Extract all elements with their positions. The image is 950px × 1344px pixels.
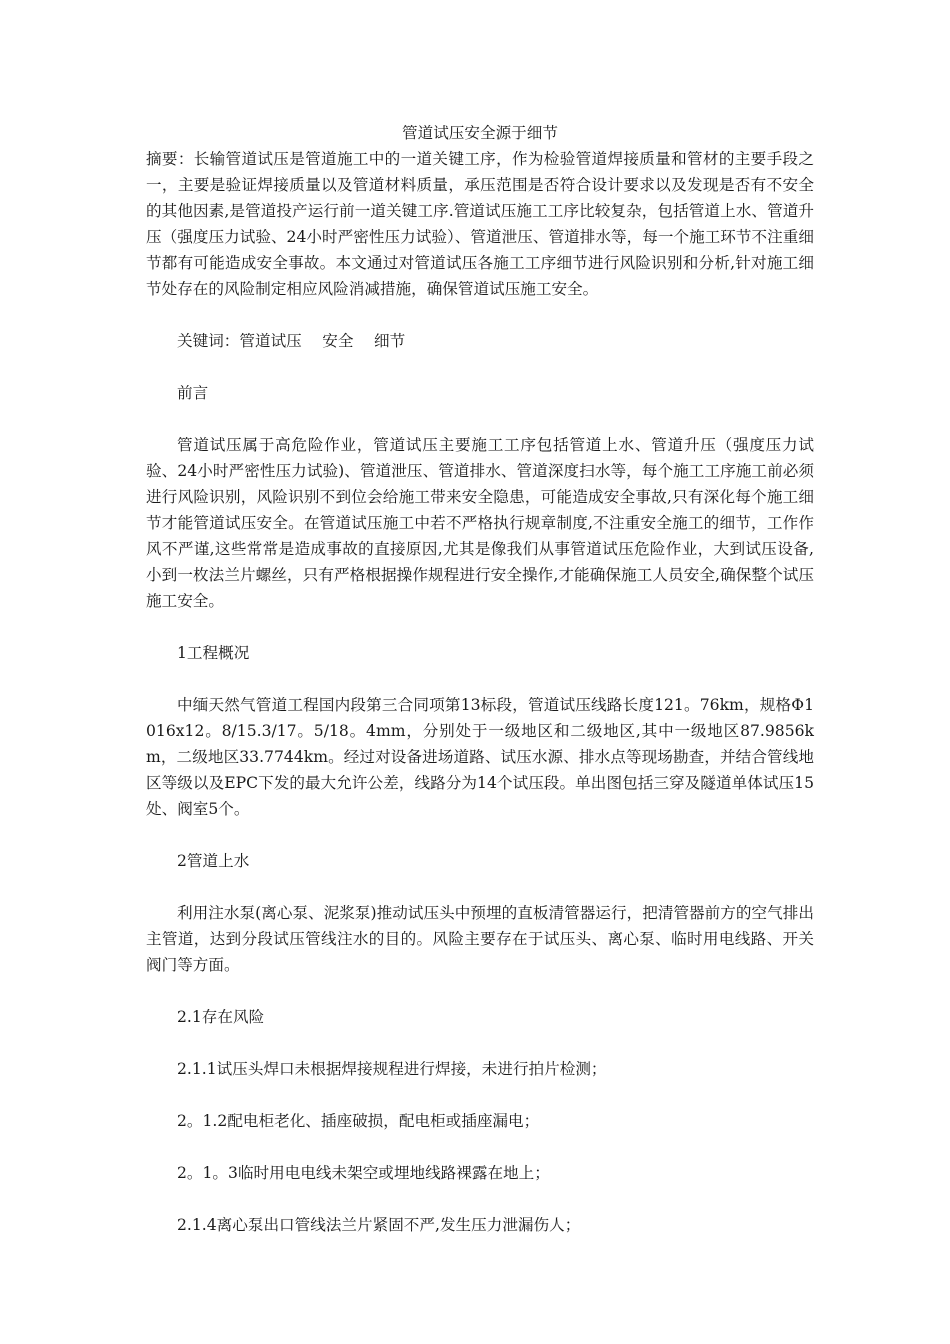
document-body (146, 120, 814, 1238)
abstract-paragraph: 摘要：长输管道试压是管道施工中的一道关键工序，作为检验管道焊接质量和管材的主要手段之一，主要是验证焊接质量以及管道材料质量，承压范围是否符合设计要求以及发现是否有不安全的其他因素,是管道投产运行前一道关键工序.管道试压施工工序比较复杂，包括管道上水、管道升压（强度压力试验、24小时严密性压力试验）、管道泄压、管道排水等，每一个施工环节不注重细节都有可能造成安全事故。本文通过对管道试压各施工工序细节进行风险识别和分析,针对施工细节处存在的风险制定相应风险消减措施，确保管道试压施工安全。 (146, 150, 814, 298)
water-filling-paragraph: 利用注水泵(离心泵、泥浆泵)推动试压头中预埋的直板清管器运行，把清管器前方的空气排出主管道，达到分段试压管线注水的目的。风险主要存在于试压头、离心泵、临时用电线路、开关阀门等方面。 (146, 904, 814, 974)
risk-item: 2。1。3临时用电电线未架空或埋地线路裸露在地上； (177, 1164, 550, 1182)
document-title: 管道试压安全源于细节 (402, 124, 558, 142)
preface-paragraph: 管道试压属于高危险作业，管道试压主要施工工序包括管道上水、管道升压（强度压力试验、24小时严密性压力试验)、管道泄压、管道排水、管道深度扫水等，每个施工工序施工前必须进行风险识别，风险识别不到位会给施工带来安全隐患，可能造成安全事故,只有深化每个施工细节才能管道试压安全。在管道试压施工中若不严格执行规章制度,不注重安全施工的细节，工作作风不严谨,这些常常是造成事故的直接原因,尤其是像我们从事管道试压危险作业，大到试压设备,小到一枚法兰片螺丝，只有严格根据操作规程进行安全操作,才能确保施工人员安全,确保整个试压施工安全。 (146, 436, 814, 610)
section-heading-project-overview: 1工程概况 (177, 644, 250, 662)
keywords-line: 关键词：管道试压 安全 细节 (177, 332, 406, 350)
risk-item: 2.1.1试压头焊口未根据焊接规程进行焊接，未进行拍片检测； (177, 1060, 607, 1078)
section-heading-water-filling: 2管道上水 (177, 852, 250, 870)
project-overview-paragraph: 中缅天然气管道工程国内段第三合同项第13标段，管道试压线路长度121。76km，规格Φ1016x12。8/15.3/17。5/18。4mm，分别处于一级地区和二级地区,其中一级地区87.9856km，二级地区33.7744km。经过对设备进场道路、试压水源、排水点等现场勘查，并结合管线地区等级以及EPC下发的最大允许公差，线路分为14个试压段。单出图包括三穿及隧道单体试压15处、阀室5个。 (146, 696, 814, 818)
risk-item: 2.1.4离心泵出口管线法兰片紧固不严,发生压力泄漏伤人； (177, 1216, 581, 1234)
risk-item: 2。1.2配电柜老化、插座破损，配电柜或插座漏电； (177, 1112, 540, 1130)
subsection-heading-risks: 2.1存在风险 (177, 1008, 265, 1026)
preface-heading: 前言 (177, 384, 209, 402)
